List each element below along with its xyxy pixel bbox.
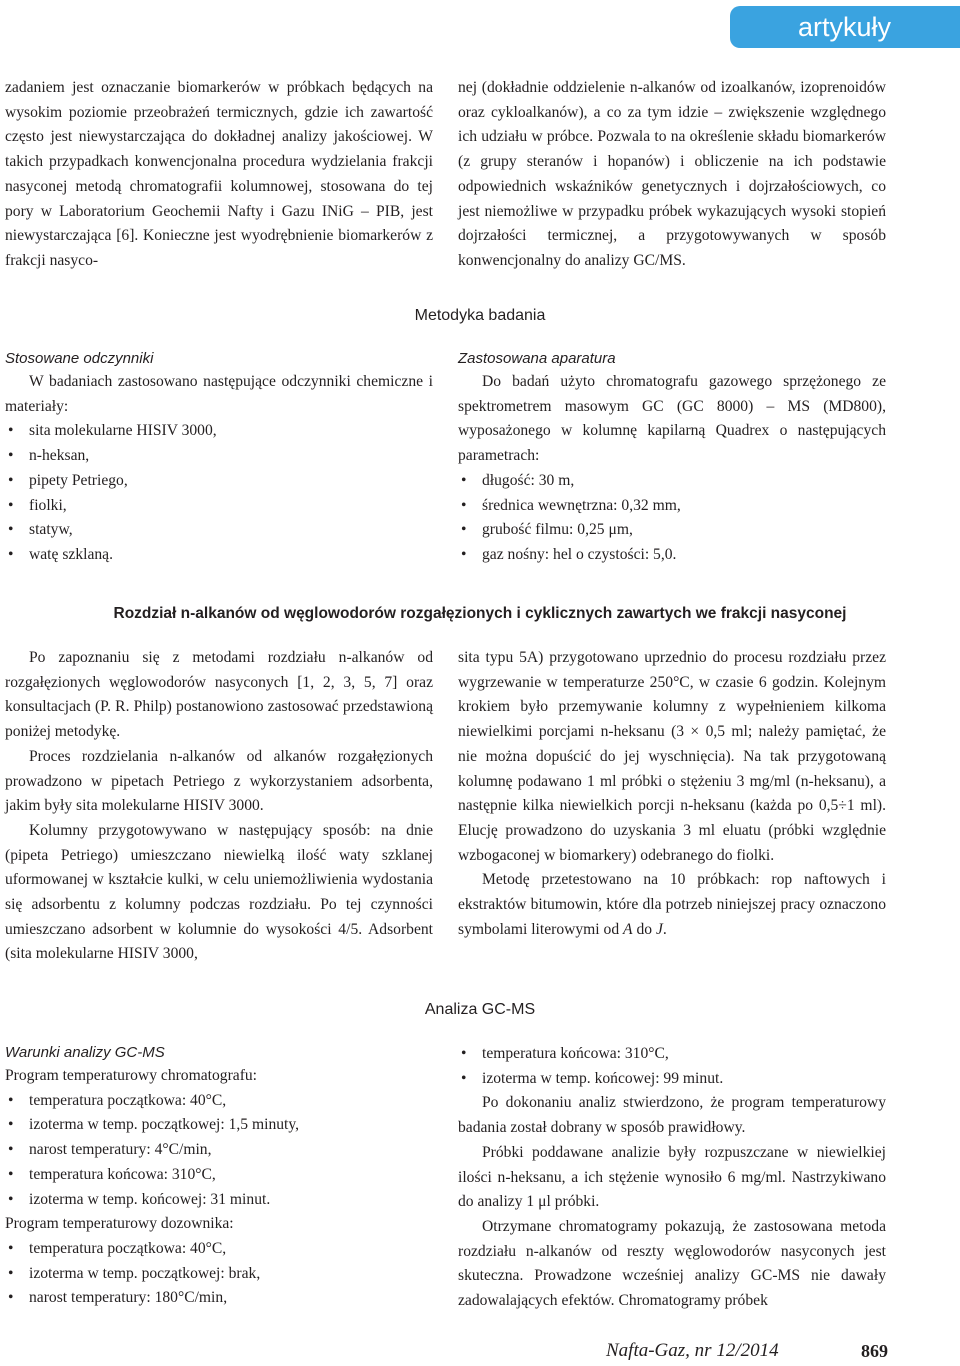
gcms-paragraph: Próbki poddawane analizie były rozpuszczane w niewielkiej ilości n-heksanu, a ich stężenie wynosiło 6 mg/ml. Nastrzykiwano do analizy 1 μl próbki. bbox=[458, 1143, 886, 1211]
heading-metodyka-badania: Metodyka badania bbox=[414, 307, 546, 324]
intro-right-paragraph: nej (dokładnie oddzielenie n-alkanów od izoalkanów, izoprenoidów oraz cykloalkanów), a co za tym idzie – zwiększenie względnego ich udziału w próbce. Pozwala to na określenie składu biomarkerów (z grupy steranów i hopanów) i obliczenie na ich podstawie odpowiednich wskaźników genetycznych i dojrzałościowych, co jest niemożliwe w przypadku próbek wykazujących wysoki stopień dojrzałości termicznej, a przygotowywanych w sposób konwencjonalny do analizy GC/MS. bbox=[458, 79, 886, 269]
rozdzial-sentence: Metodę przetestowano na 10 próbkach: rop naftowych i ekstraktów bitumowin, które dla potrzeb niniejszej pracy oznaczono symbolami literowymi od bbox=[458, 871, 886, 938]
injector-program-list bbox=[5, 1237, 433, 1311]
list-item: • narost temperatury: 180°C/min, bbox=[5, 1286, 433, 1311]
list-item: • fiolki, bbox=[5, 494, 433, 519]
gcms-conditions-column bbox=[5, 1042, 433, 1311]
text-do: do bbox=[632, 920, 656, 938]
list-item: • gaz nośny: hel o czystości: 5,0. bbox=[458, 543, 886, 568]
symbol-a: A bbox=[623, 920, 633, 938]
rozdzial-right-column bbox=[458, 646, 886, 942]
list-item: • temperatura końcowa: 310°C, bbox=[458, 1042, 886, 1067]
list-item: • grubość filmu: 0,25 μm, bbox=[458, 518, 886, 543]
journal-name: Nafta-Gaz, nr 12/2014 bbox=[606, 1340, 779, 1361]
symbol-j: J bbox=[655, 920, 663, 938]
list-item: • długość: 30 m, bbox=[458, 469, 886, 494]
page-number: 869 bbox=[861, 1341, 888, 1361]
page-footer bbox=[606, 1338, 888, 1364]
list-item: • izoterma w temp. końcowej: 31 minut. bbox=[5, 1188, 433, 1213]
rozdzial-paragraph: Proces rozdzielania n-alkanów od alkanów rozgałęzionych prowadzono w pipetach Petriego z wykorzystaniem adsorbenta, jakim były sita molekularne HISIV 3000. bbox=[5, 747, 433, 815]
subheading-reagents: Stosowane odczynniki bbox=[5, 350, 154, 367]
rozdzial-paragraph: sita typu 5A) przygotowano uprzednio do procesu rozdziału przez wygrzewanie w temperaturze 250°C, w czasie 6 godzin. Kolejnym krokiem było przemywanie kolumny z wypełnieniem kilkoma niewielkimi porcjami n-heksanu (3 × 0,5 ml; należy pamiętać, że nie można dopuścić do jej wyschnięcia). Na tak przygotowaną kolumnę podawano 1 ml próbki o stężeniu 3 mg/ml (n-heksanu), a następnie kilka niewielkich porcji n-heksanu (każda po 0,5÷1 ml). Elucję prowadzono do uzyskania 3 ml eluatu (próbki względnie wzbogaconej w biomarkery) odebranego do fiolki. bbox=[458, 649, 886, 864]
injector-program-list-continued bbox=[458, 1042, 886, 1091]
rozdzial-paragraph: Po zapoznaniu się z metodami rozdziału n-alkanów od rozgałęzionych węglowodorów nasyconych [1, 2, 3, 5, 7] oraz konsultacjach (P. R. Philp) postanowiono zastosować przedstawioną poniżej metodykę. bbox=[5, 649, 433, 741]
reagents-column bbox=[5, 348, 433, 568]
list-item: • sita molekularne HISIV 3000, bbox=[5, 419, 433, 444]
intro-left-paragraph: zadaniem jest oznaczanie biomarkerów w próbkach będących na wysokim poziomie przeobrażeń termicznych, gdzie ich zawartość często jest niewystarczająca do dokładnej analizy jakościowej. W takich przypadkach konwencjonalna procedura wydzielania frakcji nasyconej metodą chromatografii kolumnowej, stosowana do tej pory w Laboratorium Geochemii Nafty i Gazu INiG – PIB, jest niewystarczająca [6]. Konieczne jest wyodrębnienie biomarkerów z frakcji nasyco- bbox=[5, 79, 433, 269]
subheading-gcms-conditions: Warunki analizy GC-MS bbox=[5, 1044, 165, 1061]
rozdzial-left-column bbox=[5, 646, 433, 967]
rozdzial-paragraph bbox=[458, 868, 886, 942]
gcms-paragraph: Po dokonaniu analiz stwierdzono, że program temperaturowy badania został dobrany w sposób prawidłowy. bbox=[458, 1094, 886, 1137]
list-item: • narost temperatury: 4°C/min, bbox=[5, 1138, 433, 1163]
list-item: • izoterma w temp. początkowej: 1,5 minuty, bbox=[5, 1113, 433, 1138]
list-item: • n-heksan, bbox=[5, 444, 433, 469]
apparatus-intro: Do badań użyto chromatografu gazowego sprzężonego ze spektrometrem masowym GC (GC 8000) – MS (MD800), wyposażonego w kolumnę kapilarną Quadrex o następujących parametrach: bbox=[458, 373, 886, 465]
subheading-apparatus: Zastosowana aparatura bbox=[458, 350, 616, 367]
list-item: • statyw, bbox=[5, 518, 433, 543]
list-item: • watę szklaną. bbox=[5, 543, 433, 568]
apparatus-list bbox=[458, 469, 886, 568]
gcms-results-column bbox=[458, 1042, 886, 1314]
list-item: • temperatura końcowa: 310°C, bbox=[5, 1163, 433, 1188]
list-item: • temperatura początkowa: 40°C, bbox=[5, 1089, 433, 1114]
list-item: • średnica wewnętrzna: 0,32 mm, bbox=[458, 494, 886, 519]
apparatus-column bbox=[458, 348, 886, 568]
chromatograph-program-list bbox=[5, 1089, 433, 1213]
list-item: • pipety Petriego, bbox=[5, 469, 433, 494]
reagents-list bbox=[5, 419, 433, 567]
heading-rozdzial: Rozdział n-alkanów od węglowodorów rozgałęzionych i cyklicznych zawartych we frakcji nasyconej bbox=[113, 605, 847, 622]
period: . bbox=[662, 920, 667, 938]
rozdzial-paragraph: Kolumny przygotowywano w następujący sposób: na dnie (pipeta Petriego) umieszczano niewielką ilość waty szklanej uformowanej w kształcie kulki, w celu uniemożliwienia wydostania się adsorbentu z kolumny podczas rozdziału. Po tej czynności umieszczano adsorbent w kolumnie do wysokości 4/5. Adsorbent (sita molekularne HISIV 3000, bbox=[5, 821, 433, 963]
list-item: • temperatura początkowa: 40°C, bbox=[5, 1237, 433, 1262]
reagents-intro: W badaniach zastosowano następujące odczynniki chemiczne i materiały: bbox=[5, 373, 433, 415]
intro-left-column bbox=[5, 76, 433, 274]
list-item: • izoterma w temp. końcowej: 99 minut. bbox=[458, 1067, 886, 1092]
heading-analiza-gc-ms: Analiza GC-MS bbox=[424, 1001, 536, 1018]
gcms-paragraph: Otrzymane chromatogramy pokazują, że zastosowana metoda rozdziału n-alkanów od reszty węglowodorów nasyconych jest skuteczna. Prowadzone wcześniej analizy GC-MS nie dawały zadowalających efektów. Chromatogramy próbek bbox=[458, 1217, 886, 1310]
injector-program-title: Program temperaturowy dozownika: bbox=[5, 1215, 234, 1233]
section-tab-artykuly: artykuły bbox=[730, 6, 960, 48]
list-item: • izoterma w temp. początkowej: brak, bbox=[5, 1262, 433, 1287]
intro-right-column bbox=[458, 76, 886, 274]
chromatograph-program-title: Program temperaturowy chromatografu: bbox=[5, 1067, 258, 1084]
